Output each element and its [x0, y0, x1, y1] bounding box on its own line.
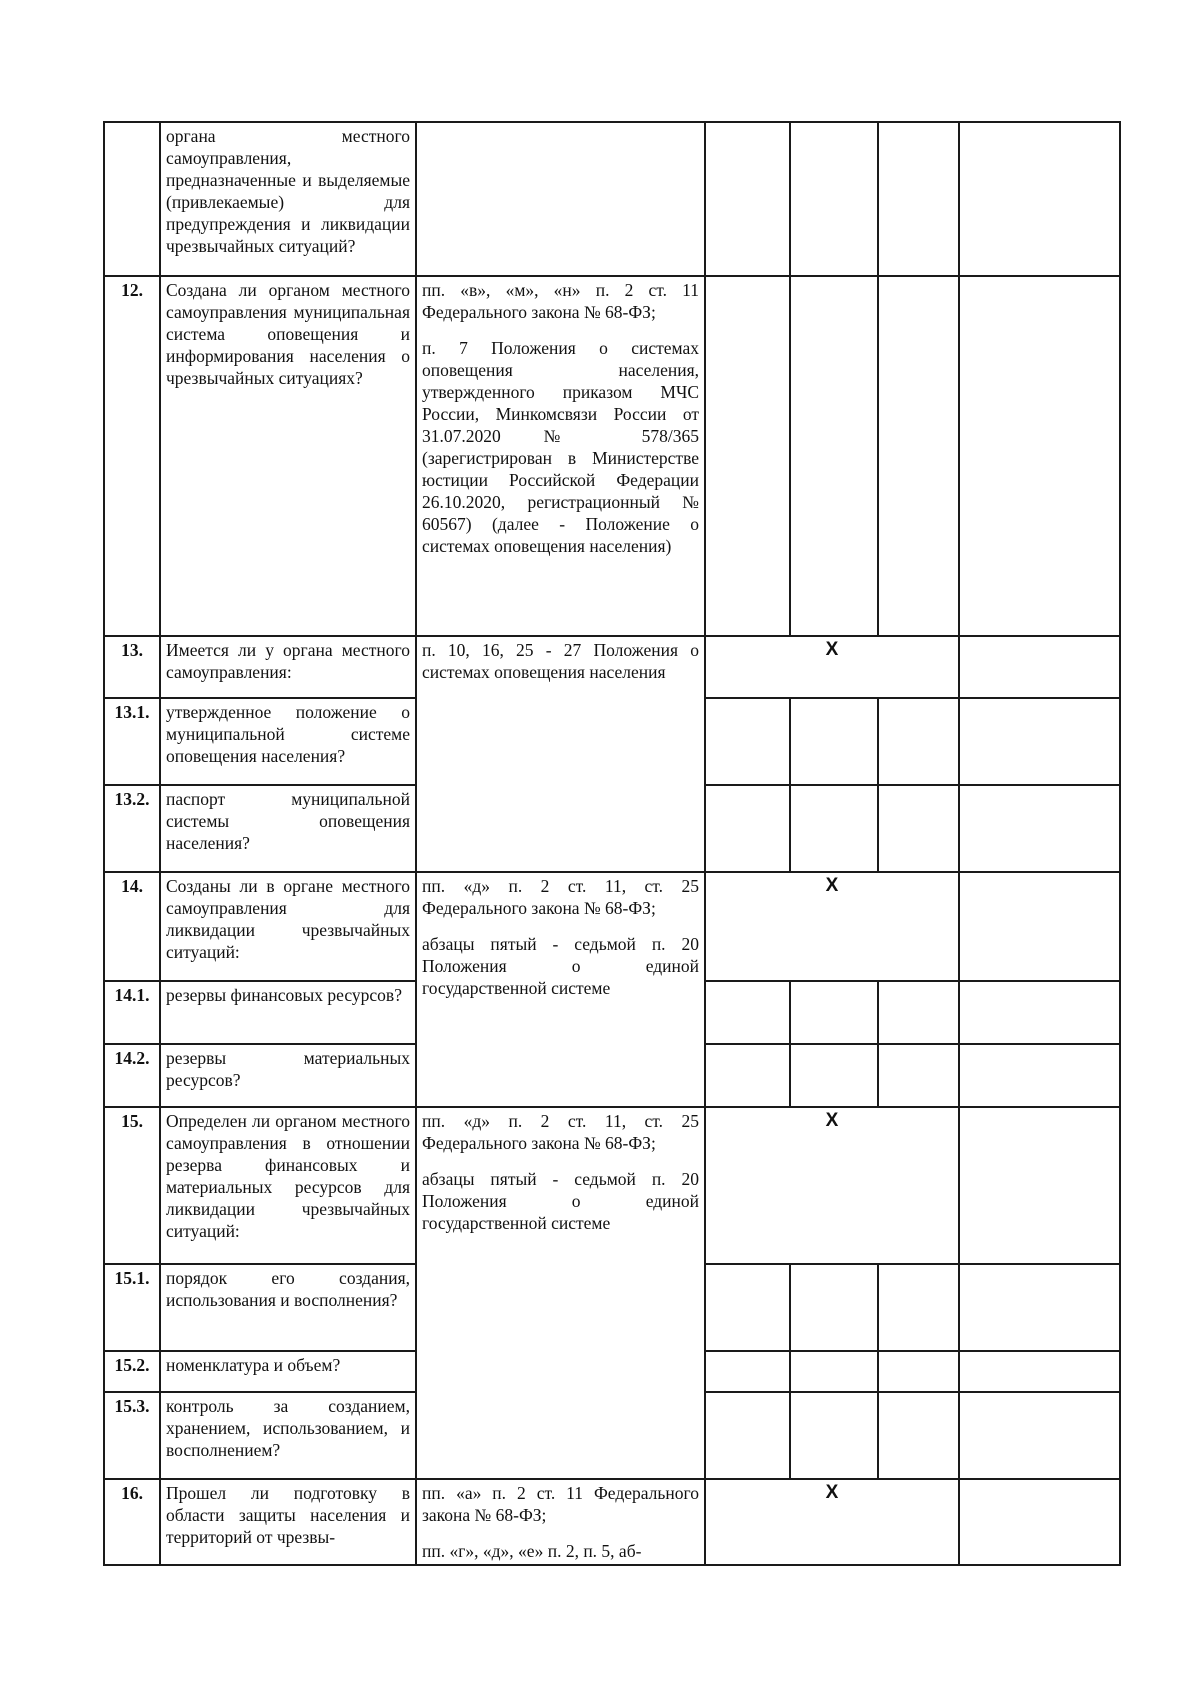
answer-yes-cell[interactable] — [705, 122, 790, 276]
reference-text: пп. «г», «д», «е» п. 2, п. 5, аб- — [422, 1541, 642, 1561]
answer-yes-cell[interactable] — [705, 698, 790, 785]
not-applicable-mark: Х — [705, 636, 959, 698]
row-number — [104, 122, 160, 276]
answer-yes-cell[interactable] — [705, 1351, 790, 1392]
reference-text: пп. «а» п. 2 ст. 11 Федерального закона № 68-ФЗ; — [422, 1483, 699, 1525]
answer-no-cell[interactable] — [790, 122, 878, 276]
reference-text: абзацы пятый - седьмой п. 20 Положения о единой государственной системе — [422, 1169, 699, 1233]
question-text: номенклатура и объем? — [160, 1351, 416, 1392]
note-cell[interactable] — [959, 1479, 1120, 1565]
row-number: 15.2. — [104, 1351, 160, 1392]
answer-na-cell[interactable] — [878, 1392, 959, 1479]
question-text: Создана ли органом местного самоуправления муниципальная система оповещения и информирования населения о чрезвычайных ситуациях? — [160, 276, 416, 636]
note-cell[interactable] — [959, 636, 1120, 698]
answer-na-cell[interactable] — [878, 276, 959, 636]
row-number: 13.2. — [104, 785, 160, 872]
table-row — [104, 122, 1120, 276]
row-number: 13. — [104, 636, 160, 698]
reference-cell — [416, 1479, 705, 1565]
not-applicable-mark: Х — [705, 1479, 959, 1565]
question-text: Прошел ли подготовку в области защиты населения и территорий от чрезвы- — [160, 1479, 416, 1565]
answer-no-cell[interactable] — [790, 981, 878, 1044]
table-row — [104, 1107, 1120, 1264]
note-cell[interactable] — [959, 1264, 1120, 1351]
answer-na-cell[interactable] — [878, 785, 959, 872]
reference-text: пп. «в», «м», «н» п. 2 ст. 11 Федерального закона № 68-ФЗ; — [422, 280, 699, 322]
question-text: резервы финансовых ресурсов? — [160, 981, 416, 1044]
answer-na-cell[interactable] — [878, 1044, 959, 1107]
reference-text: пп. «д» п. 2 ст. 11, ст. 25 Федерального закона № 68-ФЗ; — [422, 1111, 699, 1153]
reference-text: абзацы пятый - седьмой п. 20 Положения о единой государственной системе — [422, 934, 699, 998]
answer-no-cell[interactable] — [790, 276, 878, 636]
answer-no-cell[interactable] — [790, 1264, 878, 1351]
question-text: органа местного самоуправления, предназначенные и выделяемые (привлекаемые) для предупреждения и ликвидации чрезвычайных ситуаций? — [160, 122, 416, 276]
note-cell[interactable] — [959, 1351, 1120, 1392]
question-text: Созданы ли в органе местного самоуправления для ликвидации чрезвычайных ситуаций: — [160, 872, 416, 981]
answer-yes-cell[interactable] — [705, 785, 790, 872]
checklist-table — [103, 121, 1121, 1566]
answer-yes-cell[interactable] — [705, 981, 790, 1044]
answer-na-cell[interactable] — [878, 122, 959, 276]
note-cell[interactable] — [959, 1392, 1120, 1479]
answer-no-cell[interactable] — [790, 1044, 878, 1107]
answer-yes-cell[interactable] — [705, 1264, 790, 1351]
question-text: Определен ли органом местного самоуправления в отношении резерва финансовых и материальных ресурсов для ликвидации чрезвычайных ситуаций: — [160, 1107, 416, 1264]
note-cell[interactable] — [959, 785, 1120, 872]
row-number: 16. — [104, 1479, 160, 1565]
answer-na-cell[interactable] — [878, 1264, 959, 1351]
row-number: 14.1. — [104, 981, 160, 1044]
answer-no-cell[interactable] — [790, 698, 878, 785]
question-text: резервы материальных ресурсов? — [160, 1044, 416, 1107]
row-number: 14.2. — [104, 1044, 160, 1107]
answer-no-cell[interactable] — [790, 1351, 878, 1392]
not-applicable-mark: Х — [705, 1107, 959, 1264]
table-row — [104, 1479, 1120, 1565]
row-number: 14. — [104, 872, 160, 981]
not-applicable-mark: Х — [705, 872, 959, 981]
question-text: порядок его создания, использования и восполнения? — [160, 1264, 416, 1351]
note-cell[interactable] — [959, 981, 1120, 1044]
answer-na-cell[interactable] — [878, 981, 959, 1044]
answer-yes-cell[interactable] — [705, 276, 790, 636]
reference-cell — [416, 872, 705, 1107]
reference-cell — [416, 122, 705, 276]
row-number: 15.3. — [104, 1392, 160, 1479]
row-number: 15.1. — [104, 1264, 160, 1351]
note-cell[interactable] — [959, 1044, 1120, 1107]
answer-no-cell[interactable] — [790, 785, 878, 872]
reference-cell — [416, 636, 705, 872]
reference-text: п. 10, 16, 25 - 27 Положения о системах оповещения населения — [422, 640, 699, 682]
reference-cell — [416, 276, 705, 636]
note-cell[interactable] — [959, 276, 1120, 636]
table-row — [104, 276, 1120, 636]
reference-cell — [416, 1107, 705, 1479]
reference-text: п. 7 Положения о системах оповещения населения, утвержденного приказом МЧС России, Минкомсвязи России от 31.07.2020 № 578/365 (зарегистрирован в Министерстве юстиции Российской Федерации 26.10.2020, регистрационный № 60567) (далее - Положение о системах оповещения населения) — [422, 338, 699, 556]
question-text: Имеется ли у органа местного самоуправления: — [160, 636, 416, 698]
reference-text: пп. «д» п. 2 ст. 11, ст. 25 Федерального закона № 68-ФЗ; — [422, 876, 699, 918]
question-text: паспорт муниципальной системы оповещения населения? — [160, 785, 416, 872]
row-number: 12. — [104, 276, 160, 636]
note-cell[interactable] — [959, 872, 1120, 981]
table-row — [104, 636, 1120, 698]
answer-no-cell[interactable] — [790, 1392, 878, 1479]
row-number: 15. — [104, 1107, 160, 1264]
table-row — [104, 872, 1120, 981]
row-number: 13.1. — [104, 698, 160, 785]
answer-na-cell[interactable] — [878, 1351, 959, 1392]
question-text: контроль за созданием, хранением, использованием, и восполнением? — [160, 1392, 416, 1479]
answer-yes-cell[interactable] — [705, 1392, 790, 1479]
question-text: утвержденное положение о муниципальной системе оповещения населения? — [160, 698, 416, 785]
answer-na-cell[interactable] — [878, 698, 959, 785]
note-cell[interactable] — [959, 1107, 1120, 1264]
note-cell[interactable] — [959, 122, 1120, 276]
note-cell[interactable] — [959, 698, 1120, 785]
answer-yes-cell[interactable] — [705, 1044, 790, 1107]
